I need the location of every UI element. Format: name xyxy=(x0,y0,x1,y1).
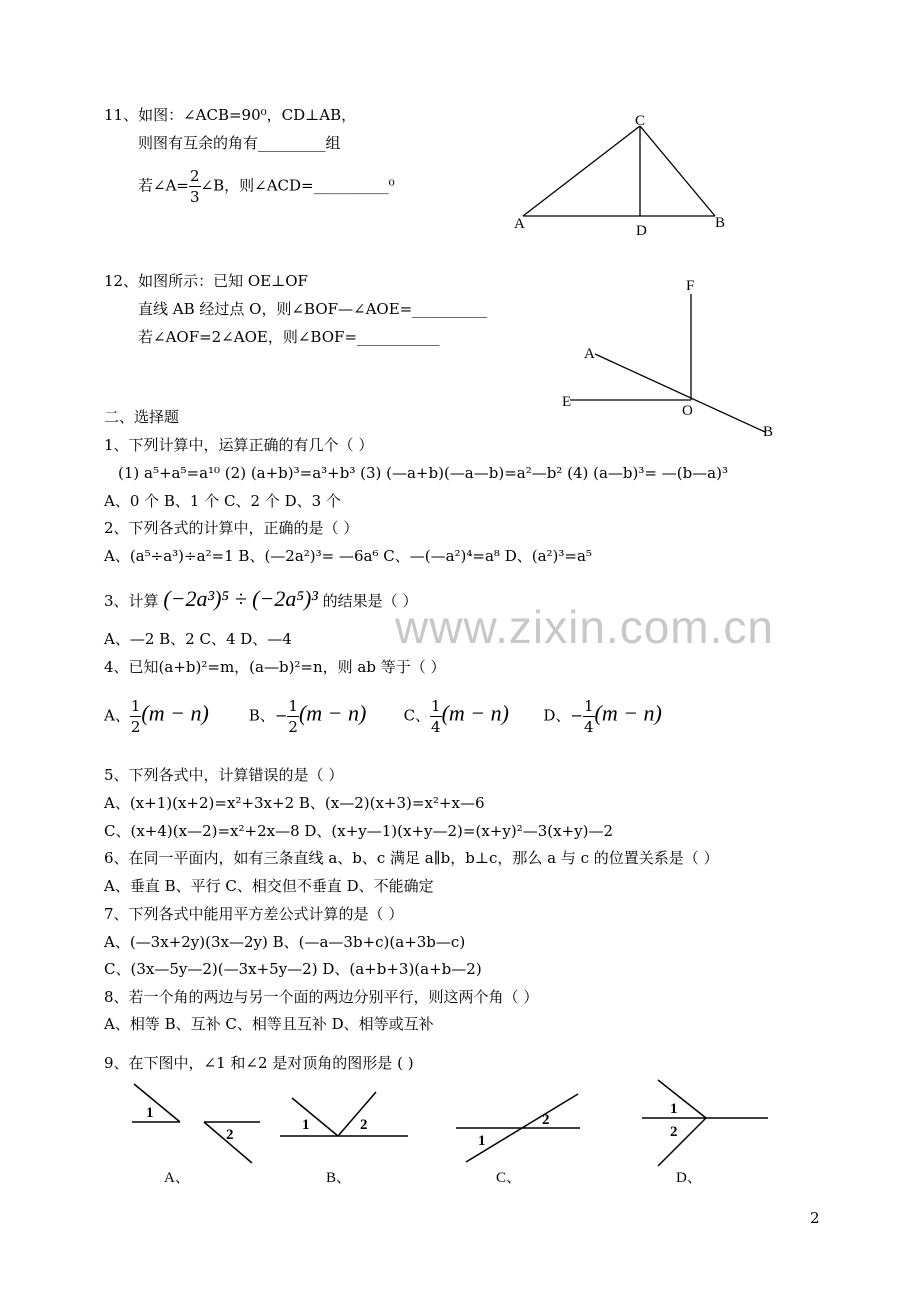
q2-stem: 2、下列各式的计算中，正确的是（ ） xyxy=(104,519,359,537)
q11-frac-den: 3 xyxy=(189,188,200,206)
q4-option-a: A、 $\frac{1}{2}$ (m − n) xyxy=(104,697,209,736)
label-a: A xyxy=(514,216,525,232)
q9-label-a: A、 xyxy=(164,1170,190,1186)
q9d-angle1: 1 xyxy=(670,1101,678,1117)
q5-options-cd: C、(x+4)(x—2)=x²+2x—8 D、(x+y—1)(x+y—2)=(x+y)²—3(x+y)—2 xyxy=(104,822,613,840)
q9-figure-a xyxy=(132,1084,260,1186)
q4-stem: 4、已知(a+b)²=m，(a—b)²=n，则 ab 等于（ ） xyxy=(104,658,446,676)
q5-stem: 5、下列各式中，计算错误的是（ ） xyxy=(104,766,344,784)
q8-stem: 8、若一个角的两边与另一个面的两边分别平行，则这两个角（ ） xyxy=(104,988,539,1006)
q3-post: 的结果是（ ） xyxy=(322,592,418,610)
q9d-angle2: 2 xyxy=(670,1124,678,1140)
label-c: C xyxy=(635,113,646,129)
q4-option-d: D、− $\frac{1}{4}$ (m − n) xyxy=(543,697,662,736)
q11-line1: 11、如图：∠ACB=90⁰，CD⊥AB， xyxy=(104,106,357,124)
label-d: D xyxy=(636,223,647,238)
q9-figure-d xyxy=(642,1080,768,1186)
q9a-angle1: 1 xyxy=(146,1105,154,1121)
q2-options: A、(a⁵÷a³)÷a²=1 B、(—2a²)³= —6a⁶ C、—(—a²)⁴=a⁸ D、(a²)³=a⁵ xyxy=(104,547,592,565)
q11-triangle-figure xyxy=(505,108,745,238)
q9-label-d: D、 xyxy=(676,1170,702,1186)
q9c-angle1: 1 xyxy=(478,1133,486,1149)
q9b-angle1: 1 xyxy=(302,1117,310,1133)
q9-label-b: B、 xyxy=(326,1170,352,1186)
q9-stem: 9、在下图中，∠1 和∠2 是对顶角的图形是 ( ) xyxy=(104,1054,414,1072)
q3-pre: 3、计算 xyxy=(104,592,159,610)
q9-figure-b xyxy=(280,1092,408,1186)
q7-options-cd: C、(3x—5y—2)(—3x+5y—2) D、(a+b+3)(a+b—2) xyxy=(104,960,482,978)
label-a2: A xyxy=(584,346,595,362)
page-number: 2 xyxy=(810,1209,820,1227)
q11-line3-post: ∠B，则∠ACD=__________⁰ xyxy=(200,176,395,195)
q9-figure-c xyxy=(456,1094,580,1186)
q1-stem: 1、下列计算中，运算正确的有几个（ ） xyxy=(104,436,374,454)
q3-stem xyxy=(104,588,417,612)
q9-figures xyxy=(120,1078,780,1193)
q6-options: A、垂直 B、平行 C、相交但不垂直 D、不能确定 xyxy=(104,877,434,895)
label-o: O xyxy=(682,403,693,419)
label-f: F xyxy=(686,278,695,294)
q8-options: A、相等 B、互补 C、相等且互补 D、相等或互补 xyxy=(104,1015,434,1033)
q12-line2: 直线 AB 经过点 O，则∠BOF—∠AOE=__________ xyxy=(138,300,488,318)
q11-line2: 则图有互余的角有_________组 xyxy=(138,134,341,152)
q11-frac-num: 2 xyxy=(189,167,200,185)
q12-line1: 12、如图所示：已知 OE⊥OF xyxy=(104,272,308,290)
q1-items: (1) a⁵+a⁵=a¹⁰ (2) (a+b)³=a³+b³ (3) (—a+b)(—a—b)=a²—b² (4) (a—b)³= —(b—a)³ xyxy=(118,464,728,482)
q9-label-c: C、 xyxy=(496,1170,522,1186)
q11-line3 xyxy=(138,166,395,207)
label-b2: B xyxy=(763,424,774,440)
q7-stem: 7、下列各式中能用平方差公式计算的是（ ） xyxy=(104,905,404,923)
q7-options-ab: A、(—3x+2y)(3x—2y) B、(—a—3b+c)(a+3b—c) xyxy=(104,933,466,951)
q4-option-c: C、 $\frac{1}{4}$ (m − n) xyxy=(403,697,509,736)
label-b: B xyxy=(715,215,726,231)
q6-stem: 6、在同一平面内，如有三条直线 a、b、c 满足 a∥b，b⊥c，那么 a 与 c 的位置关系是（ ） xyxy=(104,849,719,867)
label-e: E xyxy=(562,394,572,410)
q11-fraction xyxy=(189,166,201,207)
q1-options: A、0 个 B、1 个 C、2 个 D、3 个 xyxy=(104,492,341,510)
q3-expression: (−2a³)⁵ ÷ (−2a⁵)³ xyxy=(163,586,318,611)
section-title: 二、选择题 xyxy=(104,408,180,426)
q5-options-ab: A、(x+1)(x+2)=x²+3x+2 B、(x—2)(x+3)=x²+x—6 xyxy=(104,794,485,812)
q9b-angle2: 2 xyxy=(360,1117,368,1133)
q9a-angle2: 2 xyxy=(226,1127,234,1143)
q12-lines-figure xyxy=(555,272,785,447)
q9c-angle2: 2 xyxy=(542,1112,550,1128)
q12-line3: 若∠AOF=2∠AOE，则∠BOF=___________ xyxy=(138,328,440,346)
q11-line3-pre: 若∠A= xyxy=(138,176,189,195)
q4-options xyxy=(104,696,693,737)
q3-options: A、—2 B、2 C、4 D、—4 xyxy=(104,630,292,648)
q4-option-b: B、− $\frac{1}{2}$ (m − n) xyxy=(248,697,367,736)
watermark: www.zixin.com.cn xyxy=(395,601,774,653)
